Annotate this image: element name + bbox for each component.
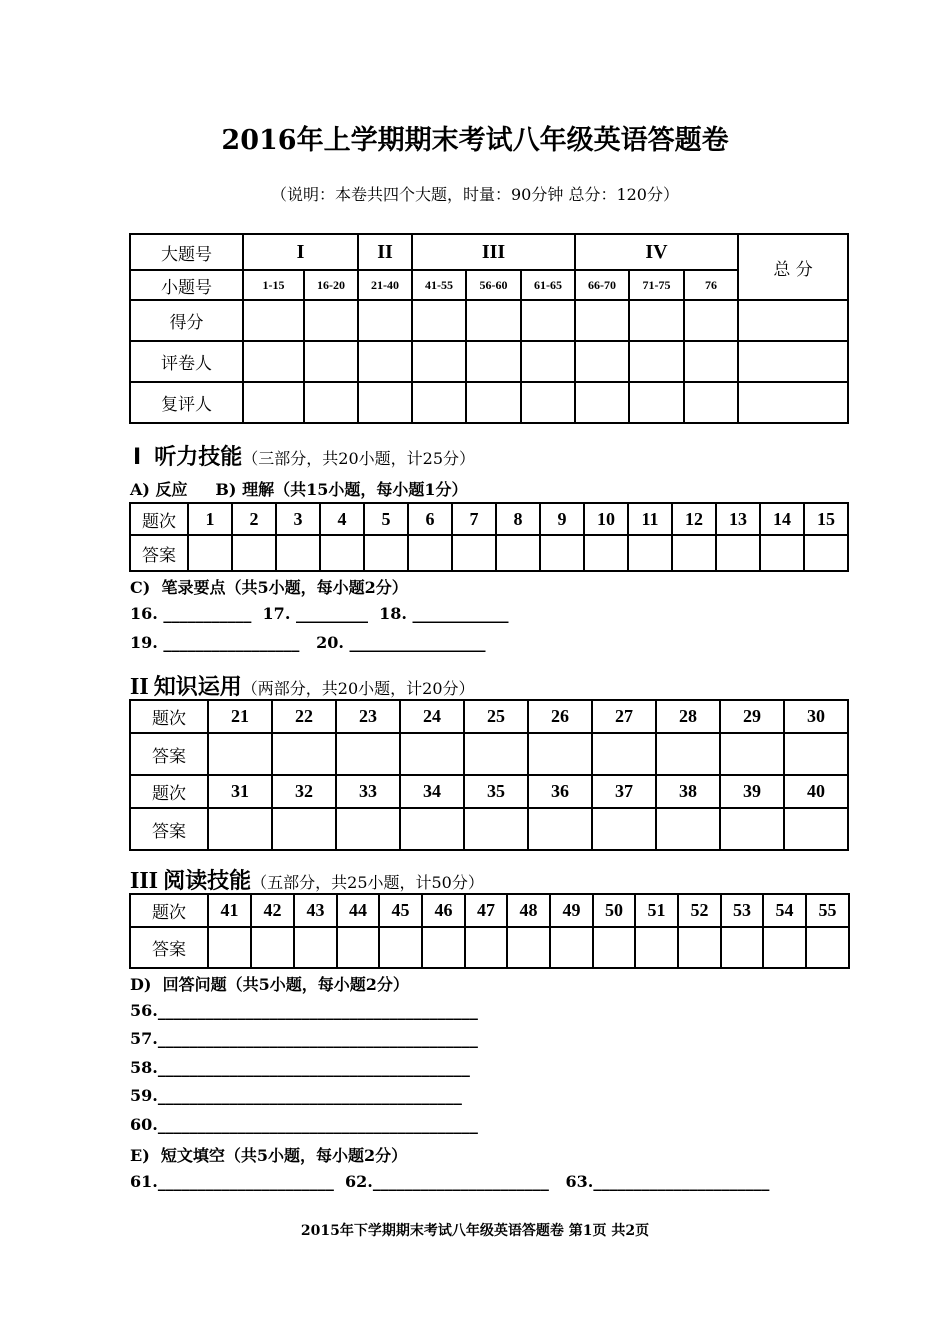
answer-cell[interactable] xyxy=(540,535,584,571)
grader-row-label: 评卷人 xyxy=(130,341,243,382)
score-cell[interactable] xyxy=(738,300,848,341)
answer-cell[interactable] xyxy=(188,535,232,571)
reviewer-cell[interactable] xyxy=(629,382,684,423)
answer-cell[interactable] xyxy=(784,733,848,775)
score-summary-table xyxy=(129,233,849,424)
answer-row-label: 答案 xyxy=(130,927,208,968)
question-number-cell: 40 xyxy=(784,775,848,808)
answer-cell[interactable] xyxy=(804,535,848,571)
grader-cell[interactable] xyxy=(243,341,304,382)
grader-cell[interactable] xyxy=(575,341,629,382)
section-1-c-label: C) 笔录要点（共5小题，每小题2分） xyxy=(130,578,408,597)
score-cell[interactable] xyxy=(629,300,684,341)
answer-line-60[interactable]: 60.________________________________________ xyxy=(130,1115,478,1134)
answer-cell[interactable] xyxy=(528,733,592,775)
question-number-cell: 24 xyxy=(400,700,464,733)
answer-cell[interactable] xyxy=(379,927,422,968)
section-3-d-label: D) 回答问题（共5小题，每小题2分） xyxy=(130,975,409,994)
part-number-header: 大题号 xyxy=(130,234,243,270)
question-number-cell: 55 xyxy=(806,894,849,927)
question-number-cell: 47 xyxy=(465,894,507,927)
question-number-cell: 46 xyxy=(422,894,465,927)
question-number-cell: 51 xyxy=(635,894,678,927)
question-number-cell: 30 xyxy=(784,700,848,733)
reading-answer-table xyxy=(129,893,850,969)
cloze-blanks-line[interactable]: 61.______________________ 62.______________________ 63.______________________ xyxy=(130,1172,770,1191)
section-1-heading xyxy=(133,440,475,471)
answer-cell[interactable] xyxy=(672,535,716,571)
answer-cell[interactable] xyxy=(320,535,364,571)
reviewer-cell[interactable] xyxy=(521,382,575,423)
section-3-note: （五部分，共25小题，计50分） xyxy=(251,873,484,892)
score-cell[interactable] xyxy=(304,300,358,341)
score-cell[interactable] xyxy=(243,300,304,341)
score-row-label: 得分 xyxy=(130,300,243,341)
answer-line-59[interactable]: 59.______________________________________ xyxy=(130,1086,462,1105)
question-number-cell: 52 xyxy=(678,894,721,927)
score-cell[interactable] xyxy=(412,300,466,341)
section-3-roman: III xyxy=(130,868,159,894)
dictation-blanks-line-2[interactable]: 19. _________________ 20. _________________ xyxy=(130,633,486,652)
grader-cell[interactable] xyxy=(738,341,848,382)
answer-row-label: 答案 xyxy=(130,733,208,775)
answer-row-label: 答案 xyxy=(130,535,188,571)
question-number-cell: 25 xyxy=(464,700,528,733)
grader-cell[interactable] xyxy=(358,341,412,382)
question-row-label: 题次 xyxy=(130,700,208,733)
question-number-cell: 42 xyxy=(251,894,294,927)
part-iii-header: III xyxy=(412,234,575,270)
section-2-roman: II xyxy=(130,674,149,700)
question-number-cell: 7 xyxy=(452,503,496,535)
grader-cell[interactable] xyxy=(684,341,738,382)
answer-cell[interactable] xyxy=(593,927,635,968)
question-number-cell: 15 xyxy=(804,503,848,535)
score-cell[interactable] xyxy=(521,300,575,341)
question-number-cell: 41 xyxy=(208,894,251,927)
question-number-cell: 4 xyxy=(320,503,364,535)
reviewer-row-label: 复评人 xyxy=(130,382,243,423)
section-3-e-label: E) 短文填空（共5小题，每小题2分） xyxy=(130,1146,408,1165)
question-number-cell: 26 xyxy=(528,700,592,733)
question-number-cell: 54 xyxy=(763,894,806,927)
score-cell[interactable] xyxy=(684,300,738,341)
answer-cell[interactable] xyxy=(784,808,848,850)
answer-cell[interactable] xyxy=(208,927,251,968)
answer-cell[interactable] xyxy=(452,535,496,571)
question-number-cell: 49 xyxy=(550,894,593,927)
answer-cell[interactable] xyxy=(272,808,336,850)
answer-cell[interactable] xyxy=(720,733,784,775)
grader-row xyxy=(130,341,848,382)
grader-cell[interactable] xyxy=(412,341,466,382)
question-number-cell: 27 xyxy=(592,700,656,733)
score-cell[interactable] xyxy=(358,300,412,341)
sub-range-cell: 1-15 xyxy=(243,270,304,300)
answer-cell[interactable] xyxy=(336,733,400,775)
answer-cell[interactable] xyxy=(251,927,294,968)
answer-cell[interactable] xyxy=(656,733,720,775)
question-row-label: 题次 xyxy=(130,894,208,927)
page-footer: 2015年下学期期末考试八年级英语答题卷 第1页 共2页 xyxy=(300,1223,650,1239)
answer-cell[interactable] xyxy=(592,733,656,775)
question-number-cell: 39 xyxy=(720,775,784,808)
score-cell[interactable] xyxy=(466,300,521,341)
question-number-cell: 13 xyxy=(716,503,760,535)
answer-cell[interactable] xyxy=(364,535,408,571)
section-3-heading xyxy=(130,864,484,895)
question-number-cell: 32 xyxy=(272,775,336,808)
reviewer-row xyxy=(130,382,848,423)
answer-line-57[interactable]: 57.________________________________________ xyxy=(130,1029,478,1048)
question-number-cell: 31 xyxy=(208,775,272,808)
question-number-cell: 45 xyxy=(379,894,422,927)
question-number-cell: 38 xyxy=(656,775,720,808)
section-1-roman: Ⅰ xyxy=(133,445,142,470)
reviewer-cell[interactable] xyxy=(412,382,466,423)
sub-range-cell: 66-70 xyxy=(575,270,629,300)
question-number-cell: 2 xyxy=(232,503,276,535)
question-number-cell: 21 xyxy=(208,700,272,733)
dictation-blanks-line-1[interactable]: 16. ___________ 17. _________ 18. ____________ xyxy=(130,604,509,623)
question-number-cell: 44 xyxy=(337,894,379,927)
answer-cell[interactable] xyxy=(806,927,849,968)
grader-cell[interactable] xyxy=(466,341,521,382)
question-number-cell: 22 xyxy=(272,700,336,733)
question-number-cell: 9 xyxy=(540,503,584,535)
section-3-name: 阅读技能 xyxy=(163,869,252,894)
sub-range-cell: 56-60 xyxy=(466,270,521,300)
answer-cell[interactable] xyxy=(336,808,400,850)
question-number-cell: 3 xyxy=(276,503,320,535)
question-number-cell: 36 xyxy=(528,775,592,808)
answer-cell[interactable] xyxy=(496,535,540,571)
answer-row-label: 答案 xyxy=(130,808,208,850)
question-number-cell: 23 xyxy=(336,700,400,733)
question-number-cell: 28 xyxy=(656,700,720,733)
answer-cell[interactable] xyxy=(294,927,337,968)
sub-range-cell: 76 xyxy=(684,270,738,300)
sub-range-cell: 71-75 xyxy=(629,270,684,300)
exam-instructions: （说明：本卷共四个大题，时量：90分钟 总分：120分） xyxy=(271,185,679,204)
question-row-label: 题次 xyxy=(130,775,208,808)
part-iv-header: IV xyxy=(575,234,738,270)
page-title: 2016年上学期期末考试八年级英语答题卷 xyxy=(221,125,729,156)
section-1-name: 听力技能 xyxy=(154,445,243,470)
reviewer-cell[interactable] xyxy=(684,382,738,423)
answer-cell[interactable] xyxy=(628,535,672,571)
answer-cell[interactable] xyxy=(550,927,593,968)
sub-range-cell: 21-40 xyxy=(358,270,412,300)
grader-cell[interactable] xyxy=(629,341,684,382)
listening-answer-table xyxy=(129,502,849,572)
question-number-cell: 6 xyxy=(408,503,452,535)
question-number-cell: 43 xyxy=(294,894,337,927)
knowledge-answer-table xyxy=(129,699,849,851)
answer-cell[interactable] xyxy=(400,808,464,850)
total-score-header: 总 分 xyxy=(738,234,848,300)
question-number-cell: 48 xyxy=(507,894,550,927)
sub-range-cell: 61-65 xyxy=(521,270,575,300)
answer-cell[interactable] xyxy=(408,535,452,571)
question-number-cell: 11 xyxy=(628,503,672,535)
answer-cell[interactable] xyxy=(276,535,320,571)
section-2-heading xyxy=(130,670,475,701)
question-number-cell: 53 xyxy=(721,894,763,927)
answer-cell[interactable] xyxy=(592,808,656,850)
answer-cell[interactable] xyxy=(208,808,272,850)
section-1-note: （三部分，共20小题，计25分） xyxy=(242,449,476,468)
sub-question-header: 小题号 xyxy=(130,270,243,300)
sub-range-cell: 16-20 xyxy=(304,270,358,300)
score-row xyxy=(130,300,848,341)
answer-cell[interactable] xyxy=(464,733,528,775)
answer-cell[interactable] xyxy=(337,927,379,968)
part-ii-header: II xyxy=(358,234,412,270)
answer-cell[interactable] xyxy=(720,808,784,850)
answer-line-58[interactable]: 58._______________________________________ xyxy=(130,1058,470,1077)
answer-cell[interactable] xyxy=(208,733,272,775)
answer-cell[interactable] xyxy=(678,927,721,968)
answer-cell[interactable] xyxy=(584,535,628,571)
grader-cell[interactable] xyxy=(304,341,358,382)
question-number-cell: 12 xyxy=(672,503,716,535)
answer-cell[interactable] xyxy=(763,927,806,968)
reviewer-cell[interactable] xyxy=(243,382,304,423)
question-number-cell: 35 xyxy=(464,775,528,808)
answer-cell[interactable] xyxy=(635,927,678,968)
answer-line-56[interactable]: 56.________________________________________ xyxy=(130,1001,478,1020)
question-number-cell: 8 xyxy=(496,503,540,535)
question-number-cell: 37 xyxy=(592,775,656,808)
sub-range-cell: 41-55 xyxy=(412,270,466,300)
question-number-cell: 29 xyxy=(720,700,784,733)
question-number-cell: 14 xyxy=(760,503,804,535)
answer-cell[interactable] xyxy=(656,808,720,850)
answer-cell[interactable] xyxy=(507,927,550,968)
answer-cell[interactable] xyxy=(422,927,465,968)
answer-cell[interactable] xyxy=(232,535,276,571)
question-number-cell: 5 xyxy=(364,503,408,535)
section-2-note: （两部分，共20小题，计20分） xyxy=(241,679,475,698)
reviewer-cell[interactable] xyxy=(358,382,412,423)
answer-cell[interactable] xyxy=(465,927,507,968)
grader-cell[interactable] xyxy=(521,341,575,382)
question-number-cell: 33 xyxy=(336,775,400,808)
question-number-cell: 34 xyxy=(400,775,464,808)
score-cell[interactable] xyxy=(575,300,629,341)
reviewer-cell[interactable] xyxy=(466,382,521,423)
question-number-cell: 1 xyxy=(188,503,232,535)
answer-cell[interactable] xyxy=(721,927,763,968)
part-i-header: I xyxy=(243,234,358,270)
reviewer-cell[interactable] xyxy=(575,382,629,423)
question-number-cell: 50 xyxy=(593,894,635,927)
section-1-ab-label: A) 反应 B) 理解（共15小题，每小题1分） xyxy=(130,480,468,499)
question-row-label: 题次 xyxy=(130,503,188,535)
answer-cell[interactable] xyxy=(716,535,760,571)
answer-cell[interactable] xyxy=(760,535,804,571)
section-2-name: 知识运用 xyxy=(153,675,242,700)
answer-cell[interactable] xyxy=(528,808,592,850)
answer-cell[interactable] xyxy=(464,808,528,850)
question-number-cell: 10 xyxy=(584,503,628,535)
answer-cell[interactable] xyxy=(272,733,336,775)
answer-cell[interactable] xyxy=(400,733,464,775)
reviewer-cell[interactable] xyxy=(738,382,848,423)
reviewer-cell[interactable] xyxy=(304,382,358,423)
